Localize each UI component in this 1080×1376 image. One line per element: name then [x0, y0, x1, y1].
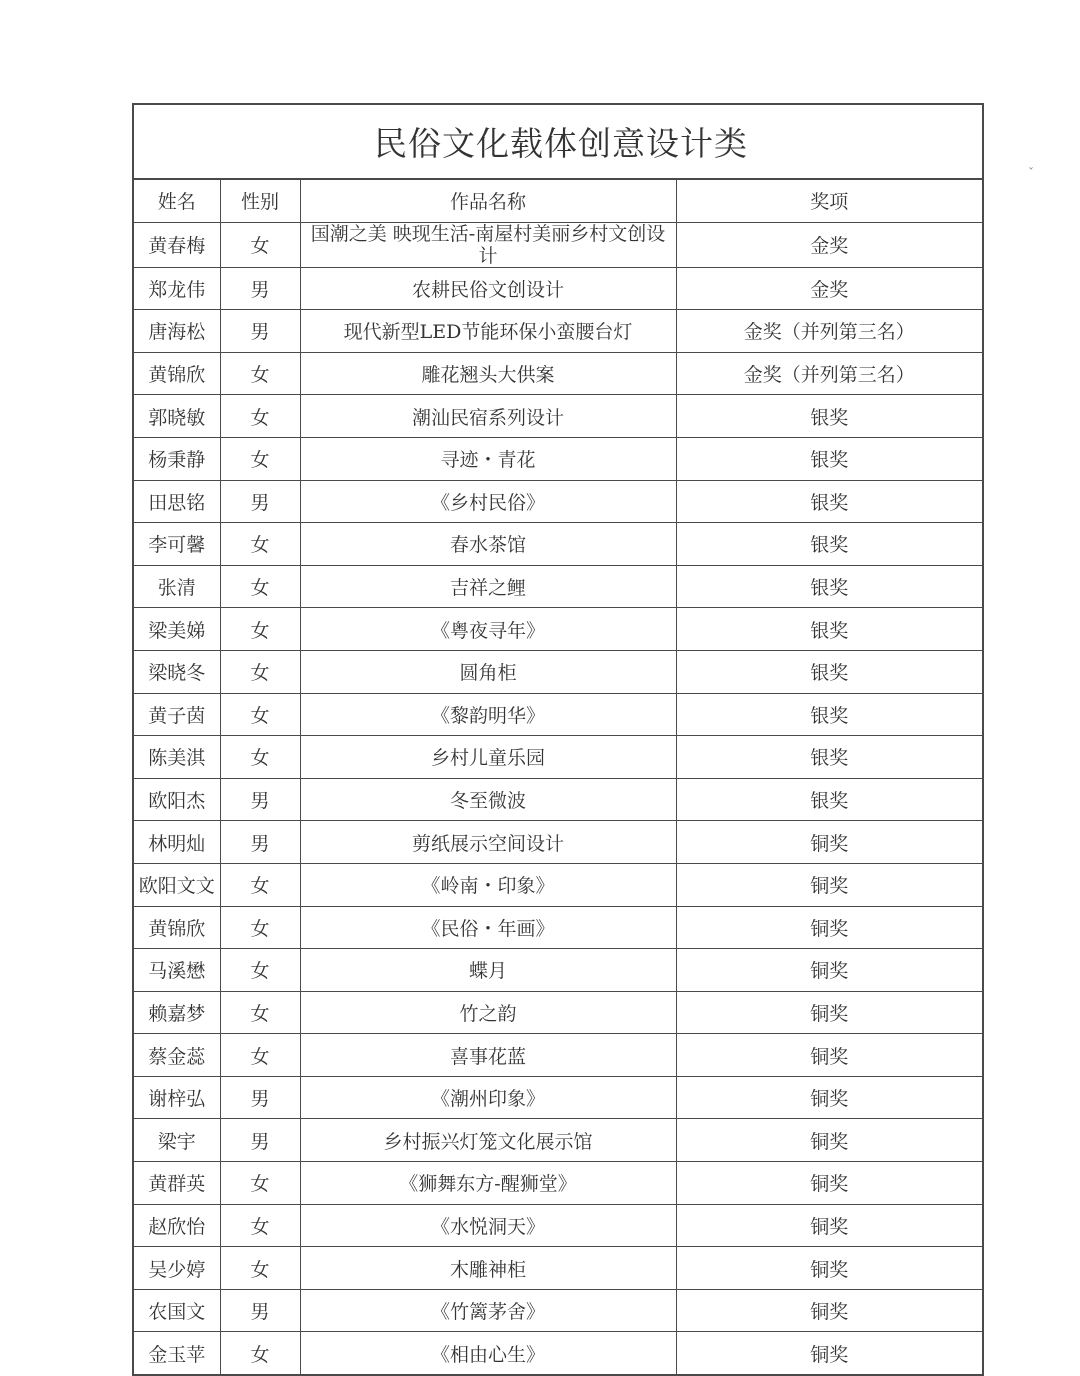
cell-gender: 女 [220, 991, 300, 1034]
cell-work: 乡村儿童乐园 [300, 736, 676, 779]
cell-gender: 女 [220, 1204, 300, 1247]
table-row [134, 778, 982, 821]
table-row [134, 906, 982, 949]
table-row [134, 736, 982, 779]
cell-award: 铜奖 [676, 1332, 982, 1374]
cell-name: 梁美娣 [134, 608, 220, 651]
cell-name: 黄锦欣 [134, 352, 220, 395]
award-table [134, 180, 982, 1374]
cell-gender: 女 [220, 437, 300, 480]
cell-gender: 男 [220, 821, 300, 864]
cell-gender: 女 [220, 395, 300, 438]
cell-name: 欧阳文文 [134, 863, 220, 906]
cell-award: 银奖 [676, 608, 982, 651]
table-header-row [134, 180, 982, 222]
cell-name: 农国文 [134, 1289, 220, 1332]
cell-award: 铜奖 [676, 821, 982, 864]
cell-work: 春水茶馆 [300, 523, 676, 566]
table-row [134, 650, 982, 693]
cell-work: 《黎韵明华》 [300, 693, 676, 736]
cell-gender: 女 [220, 1162, 300, 1205]
cell-gender: 男 [220, 480, 300, 523]
cell-gender: 男 [220, 310, 300, 353]
cell-name: 张清 [134, 565, 220, 608]
cell-gender: 女 [220, 222, 300, 267]
cell-name: 黄春梅 [134, 222, 220, 267]
cell-gender: 女 [220, 608, 300, 651]
cell-award: 银奖 [676, 437, 982, 480]
cell-gender: 男 [220, 778, 300, 821]
cell-gender: 男 [220, 1076, 300, 1119]
cell-gender: 女 [220, 863, 300, 906]
cell-name: 林明灿 [134, 821, 220, 864]
cell-work: 寻迹・青花 [300, 437, 676, 480]
cell-work: 现代新型LED节能环保小蛮腰台灯 [300, 310, 676, 353]
cell-award: 铜奖 [676, 991, 982, 1034]
cell-award: 金奖（并列第三名） [676, 310, 982, 353]
cell-work: 《竹篱茅舍》 [300, 1289, 676, 1332]
cell-work: 《潮州印象》 [300, 1076, 676, 1119]
cell-name: 黄群英 [134, 1162, 220, 1205]
cell-award: 铜奖 [676, 1162, 982, 1205]
cell-award: 银奖 [676, 523, 982, 566]
cell-award: 银奖 [676, 395, 982, 438]
table-row [134, 1247, 982, 1290]
document-title: 民俗文化载体创意设计类 [134, 105, 982, 180]
table-row [134, 523, 982, 566]
cell-work: 国潮之美 映现生活-南屋村美丽乡村文创设计 [300, 222, 676, 267]
table-row [134, 395, 982, 438]
table-row [134, 1119, 982, 1162]
cell-gender: 男 [220, 1289, 300, 1332]
table-row [134, 1289, 982, 1332]
cell-name: 郭晓敏 [134, 395, 220, 438]
cell-award: 铜奖 [676, 1289, 982, 1332]
table-row [134, 949, 982, 992]
cell-award: 银奖 [676, 565, 982, 608]
cell-award: 银奖 [676, 480, 982, 523]
cell-gender: 男 [220, 1119, 300, 1162]
table-row [134, 267, 982, 310]
cell-name: 赖嘉梦 [134, 991, 220, 1034]
cell-gender: 男 [220, 267, 300, 310]
award-table-sheet [132, 103, 984, 1376]
table-row [134, 1332, 982, 1374]
table-row [134, 565, 982, 608]
cell-name: 马溪懋 [134, 949, 220, 992]
cell-award: 铜奖 [676, 906, 982, 949]
cell-award: 银奖 [676, 778, 982, 821]
table-row [134, 1034, 982, 1077]
cell-name: 梁晓冬 [134, 650, 220, 693]
cell-name: 蔡金蕊 [134, 1034, 220, 1077]
cell-work: 《岭南・印象》 [300, 863, 676, 906]
cell-award: 金奖 [676, 267, 982, 310]
cell-name: 杨秉静 [134, 437, 220, 480]
cell-gender: 女 [220, 1247, 300, 1290]
cell-award: 金奖 [676, 222, 982, 267]
cell-name: 金玉苹 [134, 1332, 220, 1374]
cell-gender: 女 [220, 736, 300, 779]
table-row [134, 310, 982, 353]
cell-work: 剪纸展示空间设计 [300, 821, 676, 864]
cell-award: 银奖 [676, 693, 982, 736]
scan-speck: ˇ [1028, 166, 1034, 180]
cell-award: 铜奖 [676, 949, 982, 992]
cell-work: 吉祥之鲤 [300, 565, 676, 608]
cell-name: 黄锦欣 [134, 906, 220, 949]
cell-name: 陈美淇 [134, 736, 220, 779]
table-row [134, 222, 982, 267]
cell-award: 铜奖 [676, 863, 982, 906]
cell-name: 黄子茵 [134, 693, 220, 736]
table-row [134, 863, 982, 906]
cell-gender: 女 [220, 1332, 300, 1374]
cell-work: 冬至微波 [300, 778, 676, 821]
cell-name: 田思铭 [134, 480, 220, 523]
table-row [134, 352, 982, 395]
cell-work: 乡村振兴灯笼文化展示馆 [300, 1119, 676, 1162]
cell-work: 雕花翘头大供案 [300, 352, 676, 395]
cell-name: 赵欣怡 [134, 1204, 220, 1247]
cell-work: 圆角柜 [300, 650, 676, 693]
table-row [134, 608, 982, 651]
cell-work: 竹之韵 [300, 991, 676, 1034]
cell-work: 喜事花蓝 [300, 1034, 676, 1077]
cell-award: 铜奖 [676, 1204, 982, 1247]
cell-gender: 女 [220, 352, 300, 395]
cell-work: 《乡村民俗》 [300, 480, 676, 523]
cell-gender: 女 [220, 693, 300, 736]
header-work: 作品名称 [300, 180, 676, 222]
cell-award: 银奖 [676, 650, 982, 693]
cell-award: 铜奖 [676, 1247, 982, 1290]
table-row [134, 991, 982, 1034]
cell-name: 郑龙伟 [134, 267, 220, 310]
table-row [134, 480, 982, 523]
cell-work: 蝶月 [300, 949, 676, 992]
cell-name: 唐海松 [134, 310, 220, 353]
cell-gender: 女 [220, 650, 300, 693]
table-body [134, 222, 982, 1374]
cell-award: 金奖（并列第三名） [676, 352, 982, 395]
header-name: 姓名 [134, 180, 220, 222]
table-row [134, 693, 982, 736]
header-gender: 性别 [220, 180, 300, 222]
cell-award: 铜奖 [676, 1076, 982, 1119]
cell-gender: 女 [220, 949, 300, 992]
cell-work: 《水悦洞天》 [300, 1204, 676, 1247]
cell-work: 《民俗・年画》 [300, 906, 676, 949]
cell-name: 吴少婷 [134, 1247, 220, 1290]
table-row [134, 1162, 982, 1205]
cell-name: 李可馨 [134, 523, 220, 566]
header-award: 奖项 [676, 180, 982, 222]
cell-gender: 女 [220, 906, 300, 949]
cell-gender: 女 [220, 523, 300, 566]
table-row [134, 821, 982, 864]
cell-name: 谢梓弘 [134, 1076, 220, 1119]
cell-work: 《相由心生》 [300, 1332, 676, 1374]
table-row [134, 1204, 982, 1247]
table-row [134, 437, 982, 480]
cell-award: 铜奖 [676, 1119, 982, 1162]
cell-work: 潮汕民宿系列设计 [300, 395, 676, 438]
cell-gender: 女 [220, 565, 300, 608]
cell-work: 木雕神柜 [300, 1247, 676, 1290]
cell-work: 农耕民俗文创设计 [300, 267, 676, 310]
table-row [134, 1076, 982, 1119]
cell-gender: 女 [220, 1034, 300, 1077]
cell-award: 铜奖 [676, 1034, 982, 1077]
cell-work: 《狮舞东方-醒狮堂》 [300, 1162, 676, 1205]
cell-name: 欧阳杰 [134, 778, 220, 821]
cell-name: 梁宇 [134, 1119, 220, 1162]
cell-award: 银奖 [676, 736, 982, 779]
cell-work: 《粤夜寻年》 [300, 608, 676, 651]
